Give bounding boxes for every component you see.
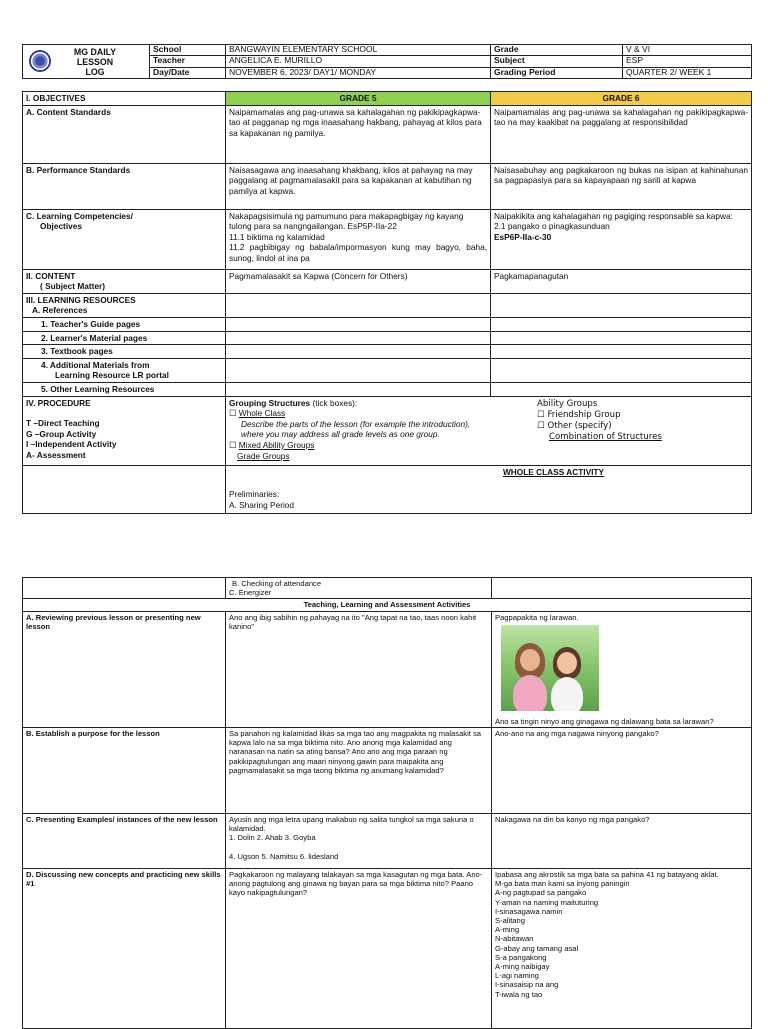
school-label: School: [150, 45, 226, 56]
discussing-label: D. Discussing new concepts and practicing new skills #1: [23, 869, 226, 1029]
mixed-ability-label: Mixed Ability Groups: [238, 439, 315, 450]
textbook-pages-g5: [226, 345, 491, 359]
grouping-hint: (tick boxes):: [310, 397, 358, 408]
additional-materials-g6: [491, 358, 752, 382]
discussing-g6: Ipabasa ang akrostik sa mga bata sa pahina 41 ng batayang aklat. M-ga bata man kami sa inyong paningin A-ng pagtupad sa pangako Y-aman na naming maituturing I-sinasagawa namin S-alitang A-ming N-abitawan G-abay ang tamang asal S-a pangakong A-ming naibigay L-agi naming I-sinasaisip na ang T-iwala ng tao: [492, 869, 752, 1029]
teachers-guide-g6: [491, 317, 752, 331]
additional-materials-g5: [226, 358, 491, 382]
resources-g6-a: [491, 293, 752, 317]
whole-class-activity-cell: [226, 465, 752, 513]
date-value: NOVEMBER 6, 2023/ DAY1/ MONDAY: [226, 67, 491, 78]
procedure-labels: IV. PROCEDURE T –Direct Teaching G –Group Activity I –Independent Activity A- Assessment: [23, 396, 226, 465]
acrostic-line: G-abay ang tamang asal: [495, 943, 579, 953]
review-g5: Ano ang ibig sabihin ng pahayag na ito "Ang tapat na tao, taas noon kahit kanino": [226, 611, 492, 727]
deped-seal-logo: [29, 50, 51, 72]
whole-class-label: Whole Class: [238, 408, 286, 419]
acrostic-line: Y-aman na naming maituturing: [495, 897, 599, 907]
whole-class-left-blank: [23, 465, 226, 513]
content-standards-label: A. Content Standards: [23, 105, 226, 163]
teacher-value: ANGELICA E. MURILLO: [226, 56, 491, 67]
examples-g5: Ayusin ang mga letra upang makabuo ng salita tungkol sa mga sakuna o kalamidad. 1. Dolin 2. Ahab 3. Goyba 4. Ugson 5. Namitsu 6. lidesland: [226, 814, 492, 869]
other-specify-checkbox[interactable]: ☐: [537, 420, 545, 431]
grouping-structures-cell: [226, 396, 752, 465]
whole-class-checkbox[interactable]: ☐: [229, 408, 237, 419]
acrostic-line: I-sinasaisip na ang: [495, 980, 559, 990]
date-label: Day/Date: [150, 67, 226, 78]
header-table: [22, 44, 752, 79]
whole-class-desc-1: Describe the parts of the lesson (for example the introduction),: [241, 418, 471, 429]
grading-period-value: QUARTER 2/ WEEK 1: [623, 67, 752, 78]
competencies-g5: Nakapagsisimula ng pamumuno para makapagbigay ng kayang tulong para sa nangngailangan. EsP5P-IIa-22 11.1 biktima ng kalamidad 11.2 pagbibigay ng babala/impormasyon kung may bagyo, baha, sunog, lindol at ina pa: [226, 209, 491, 269]
other-specify-label: Other (specify): [547, 420, 612, 431]
teacher-label: Teacher: [150, 56, 226, 67]
grade6-heading: GRADE 6: [491, 92, 752, 106]
learners-material-g5: [226, 331, 491, 345]
purpose-g6: Ano-ano na ang mga nagawa ninyong pangako?: [492, 728, 752, 814]
lesson-log-page-2: [22, 577, 751, 1029]
resources-heading: III. LEARNING RESOURCES A. References: [23, 293, 226, 317]
content-g6: Pagkamapanagutan: [491, 269, 752, 293]
performance-standards-g5: Naisasagawa ang inaasahang khakbang, kilos at pahayag na may paggalang at pagmamalasakit para sa kapakanan at kabutihan ng pamilya at kapwa.: [226, 163, 491, 209]
purpose-g5: Sa panahon ng kalamidad likas sa mga tao ang magpakita ng malasakit sa kapwa lalo na sa mga biktima nito. Ano anong mga kalamidad ang naranasan na natin sa ating bansa? Ano ano ang mga paraan ng pakikipagtulungan ang maari ninyong gawin para maipakita ang pagmamalasakit sa mga taong biktima ng anumang kalamidad?: [226, 728, 492, 814]
grade-value: V & VI: [623, 45, 752, 56]
textbook-pages-g6: [491, 345, 752, 359]
acrostic-line: N-abitawan: [495, 934, 534, 944]
acrostic-line: S-alitang: [495, 916, 525, 926]
resources-g5-a: [226, 293, 491, 317]
grouping-title: Grouping Structures: [229, 397, 311, 408]
teachers-guide-g5: [226, 317, 491, 331]
acrostic-line: A-ming naibigay: [495, 962, 550, 972]
preliminaries-label: Preliminaries:: [229, 489, 280, 500]
objectives-table: [22, 91, 752, 514]
continuation-left-blank: [23, 578, 226, 599]
friendship-group-checkbox[interactable]: ☐: [537, 409, 545, 420]
content-standards-g5: Naipamamalas ang pag-unawa sa kahalagahan ng pakikipagkapwa-tao at pagganap ng mga inaasahang hakbang, pahayag at kilos para sa kapakanan ng pamilya.: [226, 105, 491, 163]
combination-label: Combination of Structures: [549, 431, 662, 442]
learners-material-label: 2. Learner's Material pages: [23, 331, 226, 345]
performance-standards-g6: Naisasabuhay ang pagkakaroon ng bukas na isipan at kahinahunan sa pagpapasiya para sa kapayapaan ng sarili at kapwa: [491, 163, 752, 209]
energizer: C. Energizer: [229, 588, 272, 598]
continuation-right-blank: [492, 578, 752, 599]
friendship-group-label: Friendship Group: [547, 409, 621, 420]
lesson-log-page-1: [22, 44, 751, 514]
examples-label: C. Presenting Examples/ instances of the new lesson: [23, 814, 226, 869]
whole-class-desc-2: where you may address all grade levels as one group.: [241, 429, 440, 440]
grade-groups-label: Grade Groups: [237, 450, 290, 461]
learners-material-g6: [491, 331, 752, 345]
other-resources-label: 5. Other Learning Resources: [23, 382, 226, 396]
content-standards-g6: Naipamamalas ang pag-unawa sa kahalagahan ng pakikipagkapwa-tao na may kaakibat na paggalang at responsibilidad: [491, 105, 752, 163]
content-label: II. CONTENT ( Subject Matter): [23, 269, 226, 293]
grading-period-label: Grading Period: [491, 67, 623, 78]
header-logo-cell: [23, 45, 150, 79]
acrostic-line: L-agi naming: [495, 971, 539, 981]
acrostic-line: S-a pangakong: [495, 952, 547, 962]
checking-attendance: B. Checking of attendance: [232, 579, 322, 588]
acrostic-line: T-iwala ng tao: [495, 989, 543, 999]
discussing-g5: Pagkakaroon ng malayang talakayan sa mga kasagutan ng mga bata. Ano-anong pagtulong ang ginawa ng bayan para sa mga biktima nito? Paano kayo nakipagtulungan?: [226, 869, 492, 1029]
other-resources-g5: [226, 382, 491, 396]
competencies-label: C. Learning Competencies/ Objectives: [23, 209, 226, 269]
review-g6: Pagpapakita ng larawan. Ano sa tingin ninyo ang ginagawa ng dalawang bata sa larawan?: [492, 611, 752, 727]
competencies-g6: Naipakikita ang kahalagahan ng pagiging responsable sa kapwa: 2.1 pangako o pinagkasunduan EsP6P-IIa-c-30: [491, 209, 752, 269]
ability-groups-label: Ability Groups: [537, 398, 598, 409]
purpose-label: B. Establish a purpose for the lesson: [23, 728, 226, 814]
whole-class-activity-heading: WHOLE CLASS ACTIVITY: [502, 466, 605, 477]
performance-standards-label: B. Performance Standards: [23, 163, 226, 209]
grade-label: Grade: [491, 45, 623, 56]
textbook-pages-label: 3. Textbook pages: [23, 345, 226, 359]
tla-heading: Teaching, Learning and Assessment Activities: [23, 599, 752, 611]
mixed-ability-checkbox[interactable]: ☐: [229, 439, 237, 450]
review-label: A. Reviewing previous lesson or presenting new lesson: [23, 611, 226, 727]
additional-materials-label: 4. Additional Materials from Learning Resource LR portal: [23, 358, 226, 382]
log-title: MG DAILY LESSON LOG: [73, 47, 117, 78]
acrostic-line: A-ming: [495, 925, 520, 935]
activities-table: [22, 577, 752, 1029]
acrostic-line: M-ga bata man kami sa inyong paningin: [495, 879, 630, 889]
other-resources-g6: [491, 382, 752, 396]
two-children-photo: [501, 625, 599, 711]
teachers-guide-label: 1. Teacher's Guide pages: [23, 317, 226, 331]
content-g5: Pagmamalasakit sa Kapwa (Concern for Others): [226, 269, 491, 293]
ability-groups-block: [537, 399, 662, 443]
subject-label: Subject: [491, 56, 623, 67]
school-value: BANGWAYIN ELEMENTARY SCHOOL: [226, 45, 491, 56]
acrostic-line: A-ng pagtupad sa pangako: [495, 888, 587, 898]
sharing-period-label: A. Sharing Period: [229, 499, 295, 510]
examples-g6: Nakagawa na din ba kanyo ng mga pangako?: [492, 814, 752, 869]
continuation-cell: [226, 578, 492, 599]
grade5-heading: GRADE 5: [226, 92, 491, 106]
objectives-heading: I. OBJECTIVES: [23, 92, 226, 106]
subject-value: ESP: [623, 56, 752, 67]
acrostic-line: I-sinasagawa namin: [495, 906, 563, 916]
